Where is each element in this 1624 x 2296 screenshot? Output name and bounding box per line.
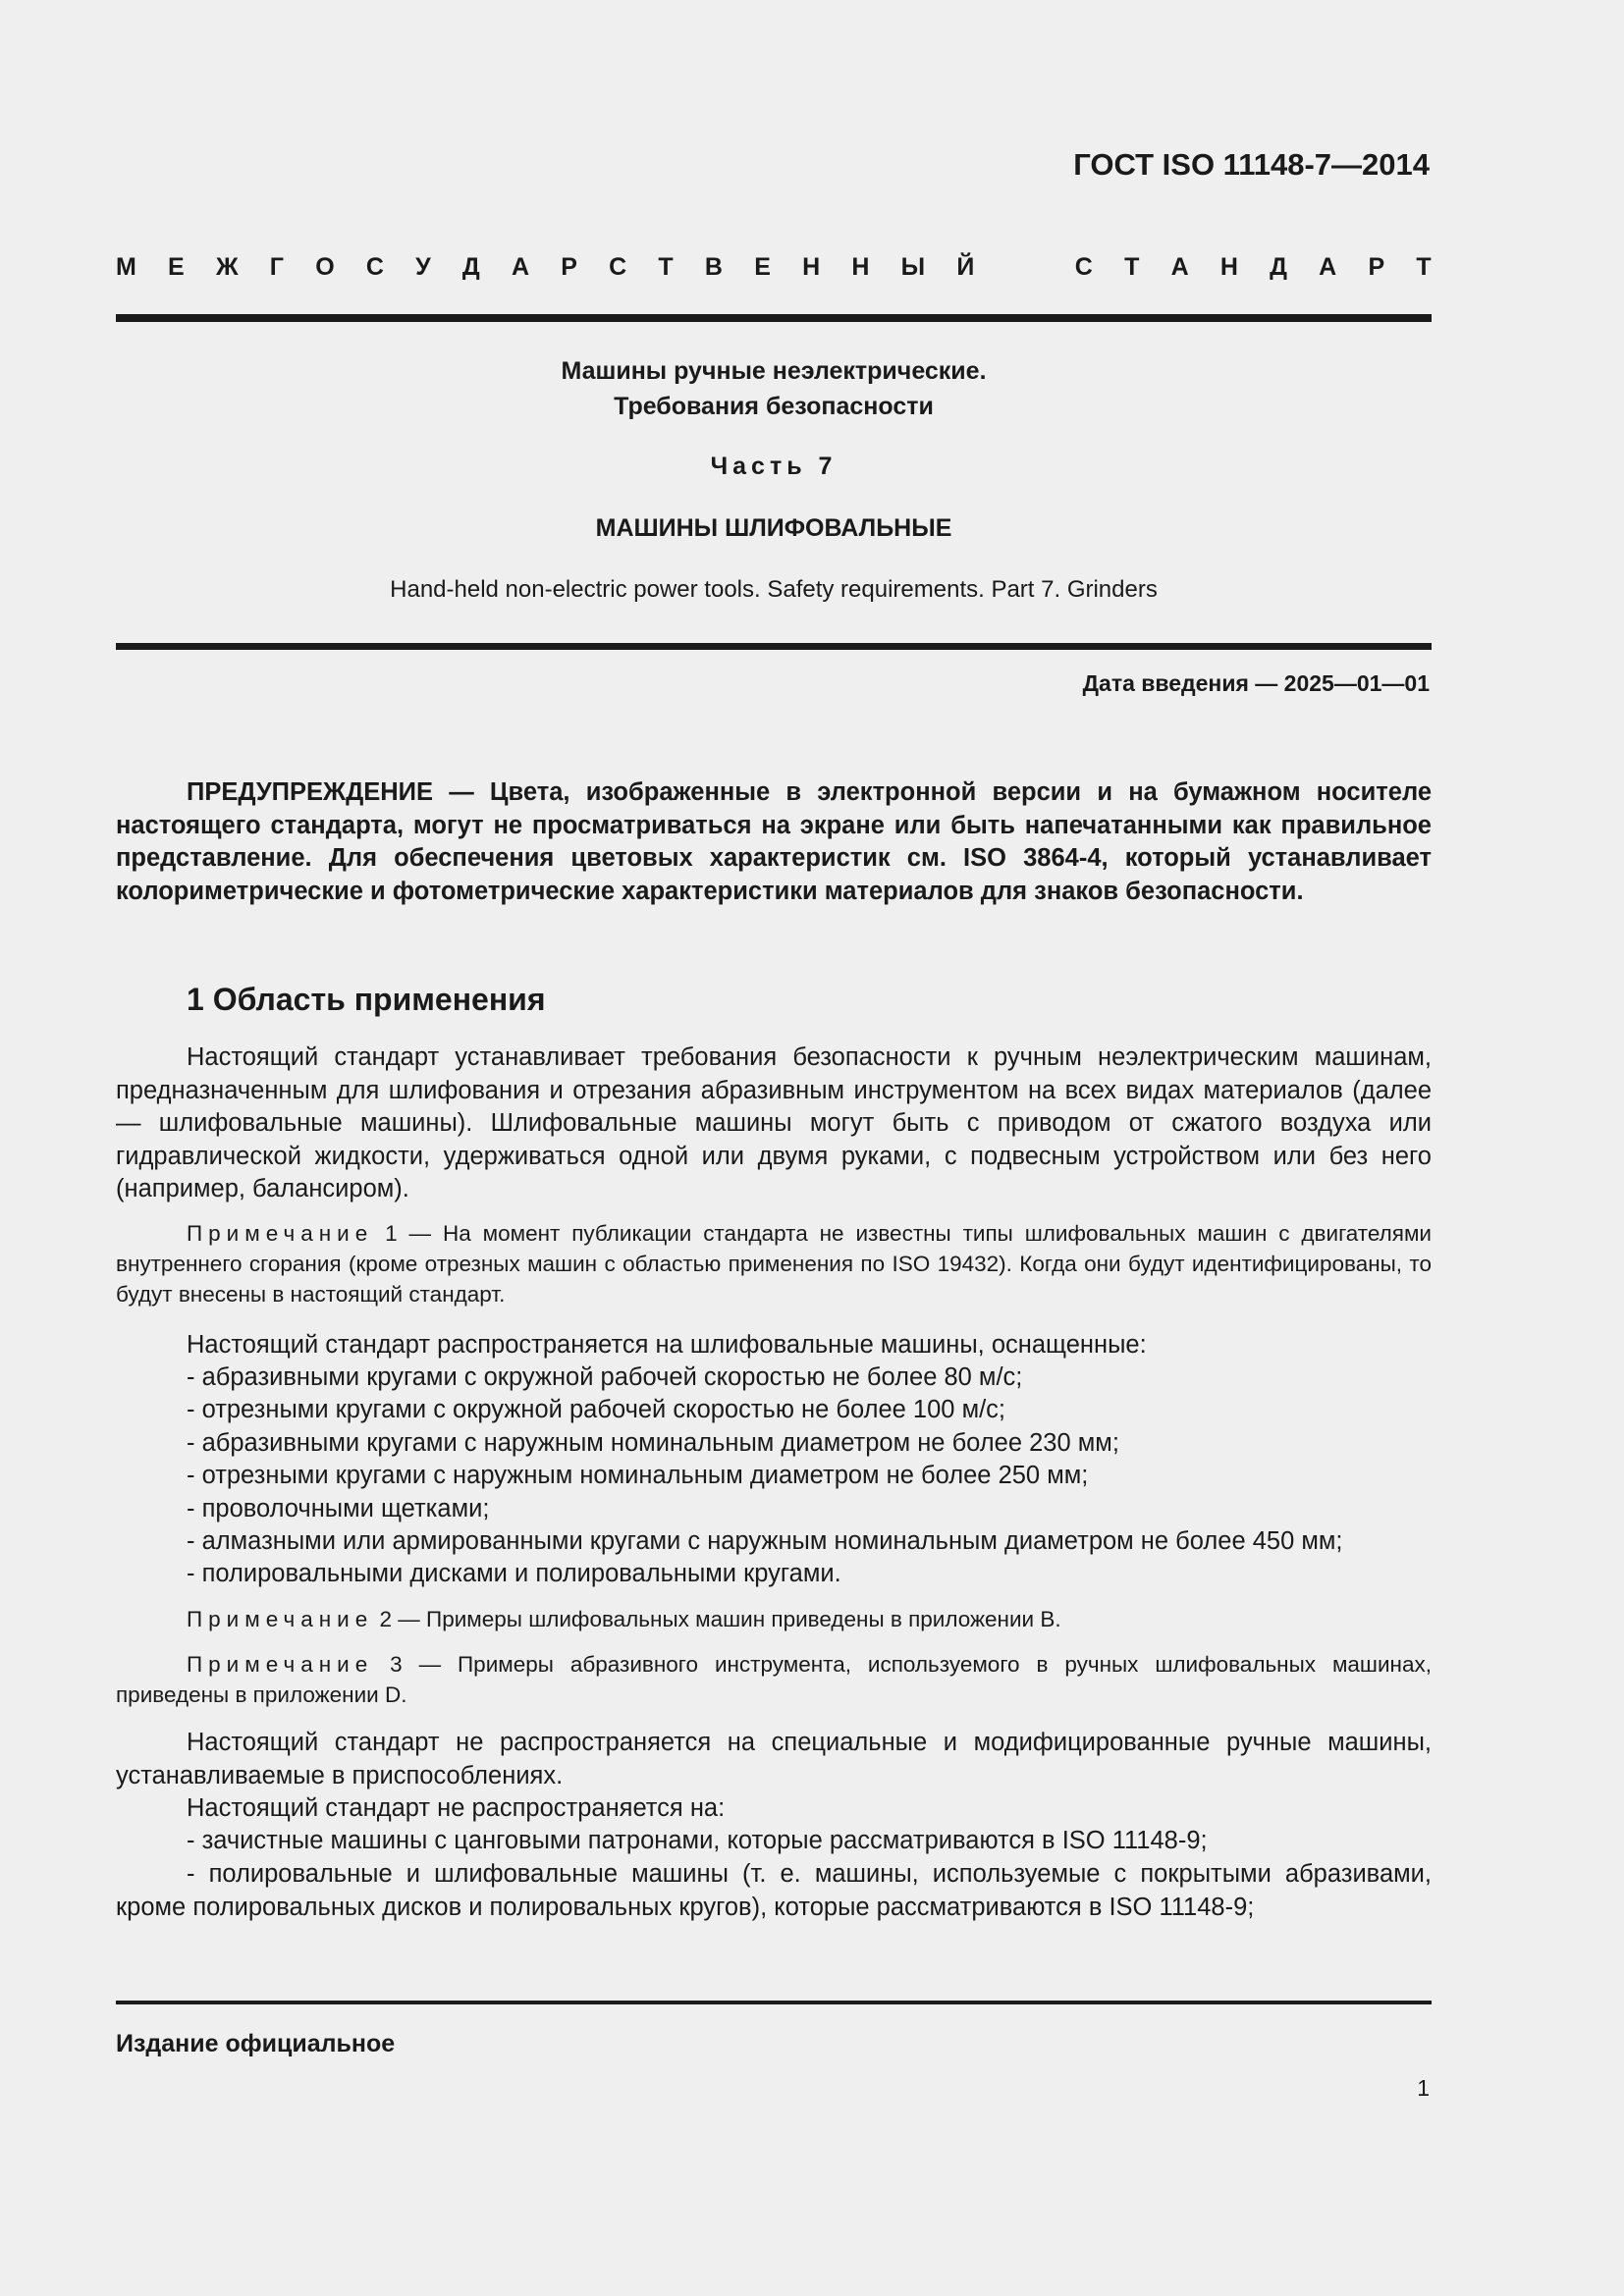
title-line-2: Требования безопасности [614, 393, 934, 420]
heading-letter: Е [754, 253, 771, 281]
heading-letter: Ы [900, 253, 926, 281]
heading-letter: А [1170, 253, 1189, 281]
heading-letter: А [511, 253, 530, 281]
heading-letter: Т [658, 253, 674, 281]
heading-letter: Г [269, 253, 284, 281]
heading-letter: В [704, 253, 723, 281]
heading-letter: У [415, 253, 431, 281]
heading-letter: Ж [215, 253, 239, 281]
heading-letter: Н [1219, 253, 1238, 281]
note-label: Примечание [187, 1221, 374, 1246]
heading-letter: С [1074, 253, 1093, 281]
word-gap [1006, 253, 1044, 282]
exclusion-item-2: - полировальные и шлифовальные машины (т. е. машины, используемые с покрытыми абразивами, кроме полировальных дисков и полировальных кругов), которые рассматриваются в ISO 11148-9; [116, 1860, 1432, 1921]
page-number: 1 [1417, 2075, 1430, 2101]
note-label: Примечание [187, 1652, 374, 1677]
part-number: Часть 7 [710, 453, 838, 480]
scope-paragraph-2: Настоящий стандарт распространяется на шлифовальные машины, оснащенные: [187, 1331, 1147, 1359]
standard-type-heading [116, 253, 1432, 282]
heading-letter: М [116, 253, 136, 281]
part-title: МАШИНЫ ШЛИФОВАЛЬНЫЕ [595, 514, 952, 542]
section-heading: 1 Область применения [187, 982, 546, 1017]
heading-letter: Е [168, 253, 185, 281]
heading-letter: А [1319, 253, 1337, 281]
note-1 [116, 1218, 1432, 1309]
heading-letter: Р [1368, 253, 1385, 281]
header-rule [116, 314, 1432, 322]
heading-letter: Д [461, 253, 480, 281]
note-text: 3 — Примеры абразивного инструмента, используемого в ручных шлифовальных машинах, приведены в приложении D. [116, 1652, 1432, 1707]
scope-paragraph-1: Настоящий стандарт устанавливает требования безопасности к ручным неэлектрическим машинам, предназначенным для шлифования и отрезания абразивным инструментом на всех видах материалов (далее — шлифовальные машины). Шлифовальные машины могут быть с приводом от сжатого воздуха или гидравлической жидкости, удерживаться одной или двумя руками, с подвесным устройством или без него (например, балансиром). [116, 1043, 1432, 1202]
heading-letter: Н [802, 253, 821, 281]
list-item: - абразивными кругами с наружным номинальным диаметром не более 230 мм; [187, 1428, 1119, 1457]
heading-letter: О [315, 253, 335, 281]
heading-letter: Н [851, 253, 870, 281]
heading-letter: Т [1416, 253, 1432, 281]
applicable-tools-list [187, 1362, 1463, 1591]
english-title: Hand-held non-electric power tools. Safety requirements. Part 7. Grinders [390, 576, 1158, 603]
title-rule [116, 643, 1432, 650]
scope-paragraph-3: Настоящий стандарт не распространяется на специальные и модифицированные ручные машины, устанавливаемые в приспособлениях. [116, 1729, 1432, 1789]
heading-letter: Й [956, 253, 975, 281]
scope-paragraph-4: Настоящий стандарт не распространяется на: [187, 1794, 726, 1822]
note-label: Примечание [187, 1607, 374, 1631]
list-item: - отрезными кругами с окружной рабочей скоростью не более 100 м/с; [187, 1396, 1006, 1424]
warning-paragraph: ПРЕДУПРЕЖДЕНИЕ — Цвета, изображенные в электронной версии и на бумажном носителе настоящего стандарта, могут не просматриваться на экране или быть напечатанными как правильное представление. Для обеспечения цветовых характеристик см. ISO 3864-4, который устанавливает колориметрические и фотометрические характеристики материалов для знаков безопасности. [116, 778, 1432, 905]
title-line-1: Машины ручные неэлектрические. [561, 357, 987, 385]
heading-letter: Д [1270, 253, 1287, 281]
list-item: - абразивными кругами с окружной рабочей скоростью не более 80 м/с; [187, 1363, 1023, 1391]
introduction-date: Дата введения — 2025—01—01 [1082, 670, 1430, 696]
note-text: 2 — Примеры шлифовальных машин приведены в приложении В. [379, 1607, 1061, 1631]
note-3 [116, 1649, 1432, 1710]
note-text: 1 — На момент публикации стандарта не известны типы шлифовальных машин с двигателями внутреннего сгорания (кроме отрезных машин с областью применения по ISO 19432). Когда они будут идентифицированы, то будут внесены в настоящий стандарт. [116, 1221, 1432, 1307]
official-edition-label: Издание официальное [116, 2030, 396, 2057]
heading-letter: С [365, 253, 384, 281]
exclusion-item-1: - зачистные машины с цанговыми патронами, которые рассматриваются в ISO 11148-9; [187, 1827, 1208, 1854]
heading-letter: С [609, 253, 627, 281]
note-2 [116, 1604, 1432, 1634]
list-item: - проволочными щетками; [187, 1494, 490, 1522]
list-item: - отрезными кругами с наружным номинальным диаметром не более 250 мм; [187, 1462, 1089, 1490]
heading-letter: Р [561, 253, 577, 281]
footer-rule [116, 2001, 1432, 2004]
document-code: ГОСТ ISO 11148-7—2014 [1073, 147, 1430, 182]
document-title [116, 353, 1432, 424]
list-item: - полировальными дисками и полировальными кругами. [187, 1560, 841, 1588]
heading-letter: Т [1124, 253, 1140, 281]
list-item: - алмазными или армированными кругами с наружным номинальным диаметром не более 450 мм; [187, 1527, 1343, 1556]
